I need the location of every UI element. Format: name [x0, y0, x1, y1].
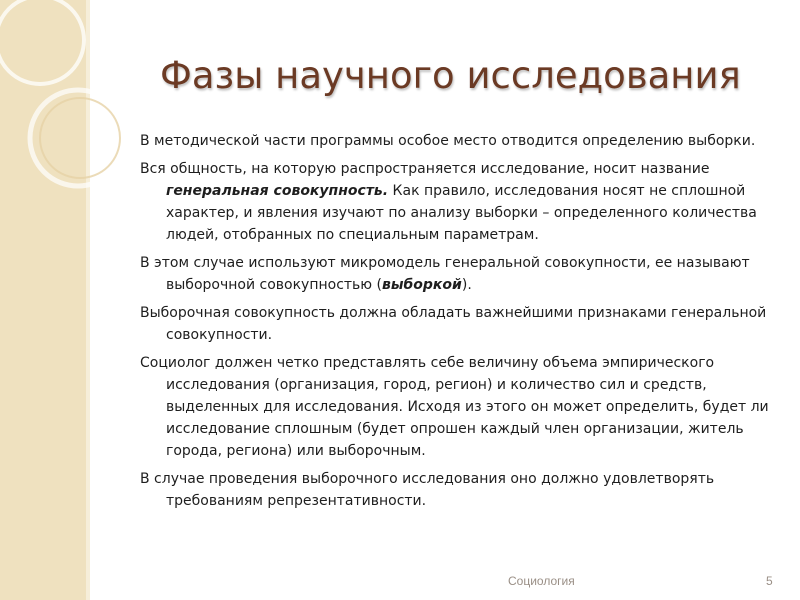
paragraph-3-text-end: ).: [461, 277, 472, 293]
decor-circle-small: [40, 98, 120, 178]
decor-circle-large: [0, 0, 84, 84]
paragraph-2: [140, 158, 780, 246]
paragraph-6-text: В случае проведения выборочного исследования оно должно удовлетворять требованиям репрезентативности.: [140, 471, 715, 509]
page-number: 5: [766, 574, 773, 588]
term-sample: выборкой: [382, 277, 462, 293]
paragraph-5: [140, 352, 780, 462]
paragraph-3-text-start: В этом случае используют микромодель генеральной совокупности, ее называют выборочной совокупностью (: [140, 255, 750, 293]
paragraph-3: [140, 252, 780, 296]
decor-circle-medium: [30, 90, 126, 186]
paragraph-6: [140, 468, 780, 512]
paragraph-2-text-end: Как правило, исследования носят не сплошной характер, и явления изучают по анализу выборки – определенного количества людей, отобранных по специальным параметрам.: [166, 183, 757, 243]
term-general-population: генеральная совокупность.: [166, 183, 389, 199]
paragraph-1-text: В методической части программы особое место отводится определению выборки.: [140, 133, 756, 149]
paragraph-4-text: Выборочная совокупность должна обладать важнейшими признаками генеральной совокупности.: [140, 305, 767, 343]
decorative-circles: [0, 0, 160, 260]
footer-subject: Социология: [508, 574, 575, 588]
paragraph-1: [140, 130, 780, 152]
paragraph-5-text: Социолог должен четко представлять себе величину объема эмпирического исследования (организация, город, регион) и количество сил и средств, выделенных для исследования. Исходя из этого он может определить, будет ли исследование сплошным (будет опрошен каждый член организации, житель города, региона) или выборочным.: [140, 355, 769, 459]
slide-title: Фазы научного исследования: [160, 54, 741, 97]
paragraph-4: [140, 302, 780, 346]
paragraph-2-text-start: Вся общность, на которую распространяется исследование, носит название: [140, 161, 710, 177]
slide-content: [140, 130, 780, 518]
